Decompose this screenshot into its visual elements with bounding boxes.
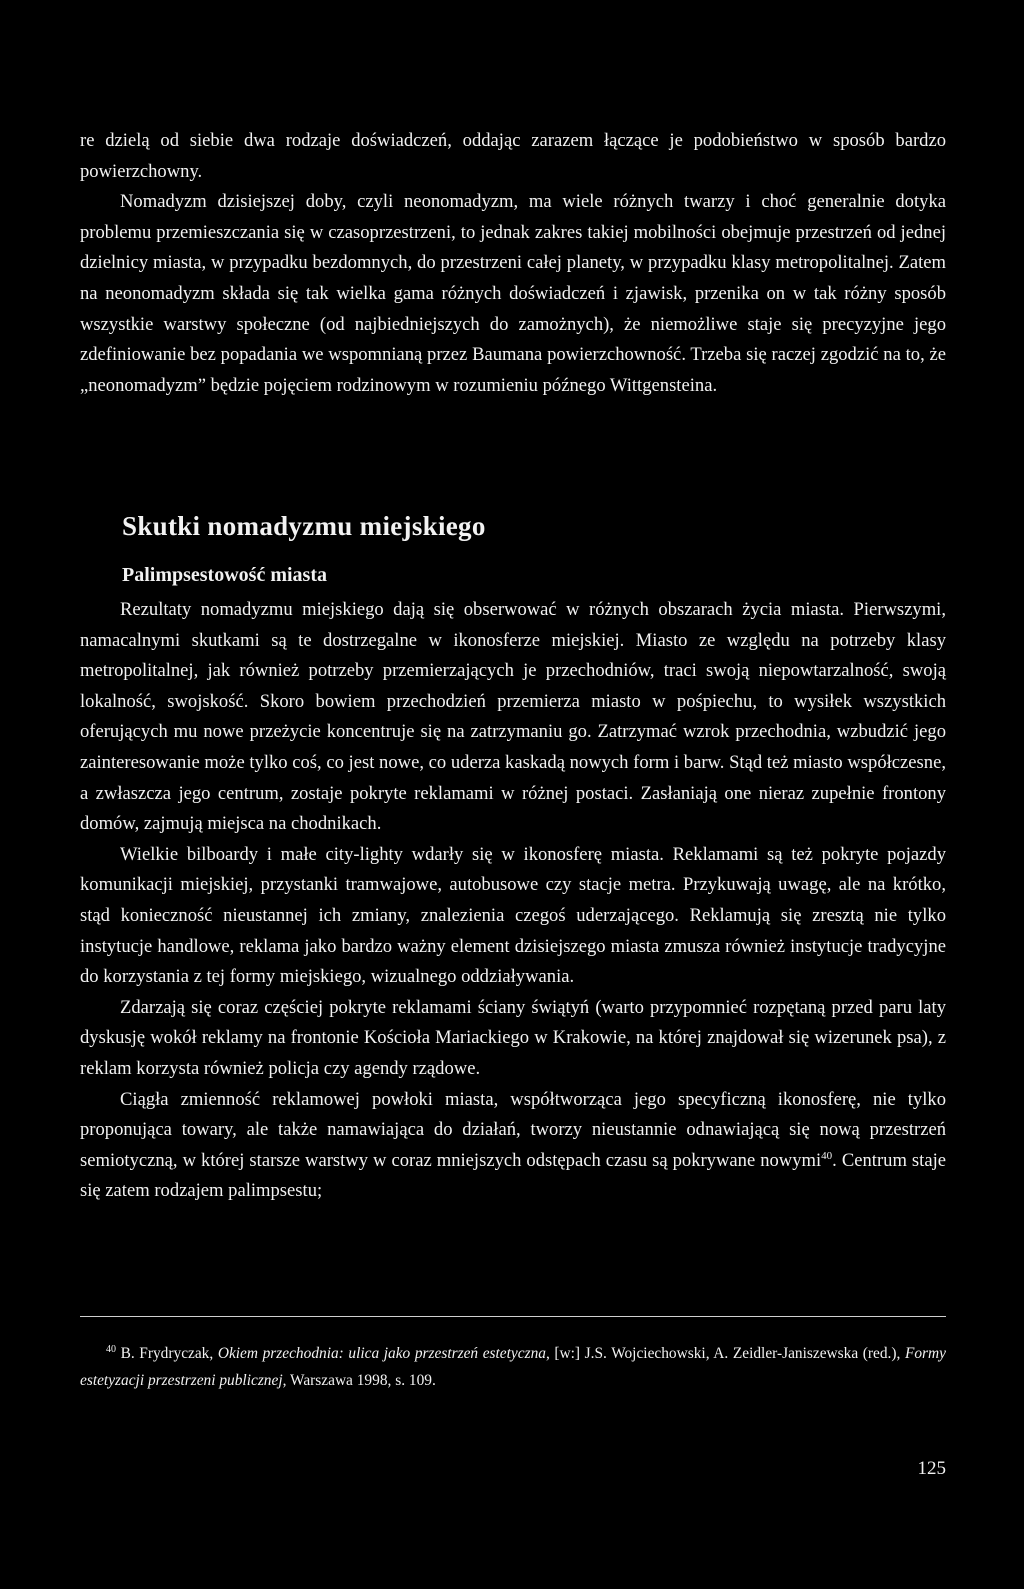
paragraph-neonomadyzm: Nomadyzm dzisiejszej doby, czyli neonomadyzm, ma wiele różnych twarzy i choć generalnie dotyka problemu przemieszczania się w czasoprzestrzeni, to jednak zakres takiej mobilności obejmuje przestrzeń od jednej dzielnicy miasta, w przypadku bezdomnych, do przestrzeni całej planety, w przypadku klasy metropolitalnej. Zatem na neonomadyzm składa się tak wielka gama różnych doświadczeń i zjawisk, przenika on w tak różny sposób wszystkie warstwy społeczne (od najbiedniejszych do zamożnych), że niemożliwe staje się precyzyjne jego zdefiniowanie bez popadania we wspomnianą przez Baumana powierzchowność. Trzeba się raczej zgodzić na to, że „neonomadyzm” będzie pojęciem rodzinowym w rozumieniu późnego Wittgensteina. xyxy=(80,191,946,396)
paragraph-palimpsest-text: Ciągła zmienność reklamowej powłoki miasta, współtworząca jego specyficzną ikonosferę, nie tylko proponująca towary, ale także namawiająca do działań, tworzy nieustannie odnawiającą się nową przestrzeń semiotyczną, w której starsze warstwy w coraz mniejszych odstępach czasu są pokrywane nowymi xyxy=(80,1088,946,1171)
footnote-divider xyxy=(80,1316,946,1317)
footnote xyxy=(80,1340,946,1394)
paragraph-rezultaty: Rezultaty nomadyzmu miejskiego dają się obserwować w różnych obszarach życia miasta. Pierwszymi, namacalnymi skutkami są te dostrzegalne w ikonosferze miejskiej. Miasto ze względu na potrzeby klasy metropolitalnej, jak również potrzeby przemierzających je przechodniów, traci swoją niepowtarzalność, swoją lokalność, swojskość. Skoro bowiem przechodzień przemierza miasto w pośpiechu, to wysiłek wszystkich oferujących mu nowe przeżycie koncentruje się na zatrzymaniu go. Zatrzymać wzrok przechodnia, wzbudzić jego zainteresowanie może tylko coś, co jest nowe, co uderza kaskadą nowych form i barw. Stąd też miasto współczesne, a zwłaszcza jego centrum, zostaje pokryte reklamami w różnej postaci. Zasłaniają one nieraz zupełnie frontony domów, zajmują miejsca na chodnikach. xyxy=(80,599,946,835)
paragraph-swiatynie: Zdarzają się coraz częściej pokryte reklamami ściany świątyń (warto przypomnieć rozpętaną przed paru laty dyskusję wokół reklamy na frontonie Kościoła Mariackiego w Krakowie, na której znajdował się wizerunek psa), z reklam korzysta również policja czy agendy rządowe. xyxy=(80,996,946,1079)
footnote-source: , [w:] J.S. Wojciechowski, A. Zeidler-Janiszewska (red.), xyxy=(545,1345,905,1362)
footnote-author: B. Frydryczak, xyxy=(120,1345,218,1362)
text-block-top xyxy=(80,126,946,401)
page-number: 125 xyxy=(917,1458,946,1479)
section-heading: Skutki nomadyzmu miejskiego xyxy=(122,511,486,541)
footnote-reference[interactable]: 40 xyxy=(821,1149,833,1162)
footnote-title-book: Formy estetyzacji przestrzeni publicznej xyxy=(80,1345,946,1389)
paragraph-palimpsest-end: . Centrum staje się zatem rodzajem palimpsestu; xyxy=(80,1149,946,1202)
subsection-heading: Palimpsestowość miasta xyxy=(122,564,327,586)
footnote-publication: , Warszawa 1998, s. 109. xyxy=(282,1372,436,1389)
paragraph-continuation: re dzielą od siebie dwa rodzaje doświadczeń, oddając zarazem łączące je podobieństwo w sposób bardzo powierzchowny. xyxy=(80,130,946,182)
paragraph-palimpsest xyxy=(80,1085,946,1207)
footnote-title-article: Okiem przechodnia: ulica jako przestrzeń estetyczna xyxy=(217,1345,546,1362)
text-block-section xyxy=(80,595,946,1207)
footnote-marker: 40 xyxy=(106,1343,116,1355)
paragraph-bilboardy: Wielkie bilboardy i małe city-lighty wdarły się w ikonosferę miasta. Reklamami są też pokryte pojazdy komunikacji miejskiej, przystanki tramwajowe, autobusowe czy stacje metra. Przykuwają uwagę, ale na krótko, stąd konieczność nieustannej ich zmiany, znalezienia czegoś uderzającego. Reklamują się zresztą nie tylko instytucje handlowe, reklama jako bardzo ważny element dzisiejszego miasta zmusza również instytucje tradycyjne do korzystania z tej formy miejskiego, wizualnego oddziaływania. xyxy=(80,843,946,988)
